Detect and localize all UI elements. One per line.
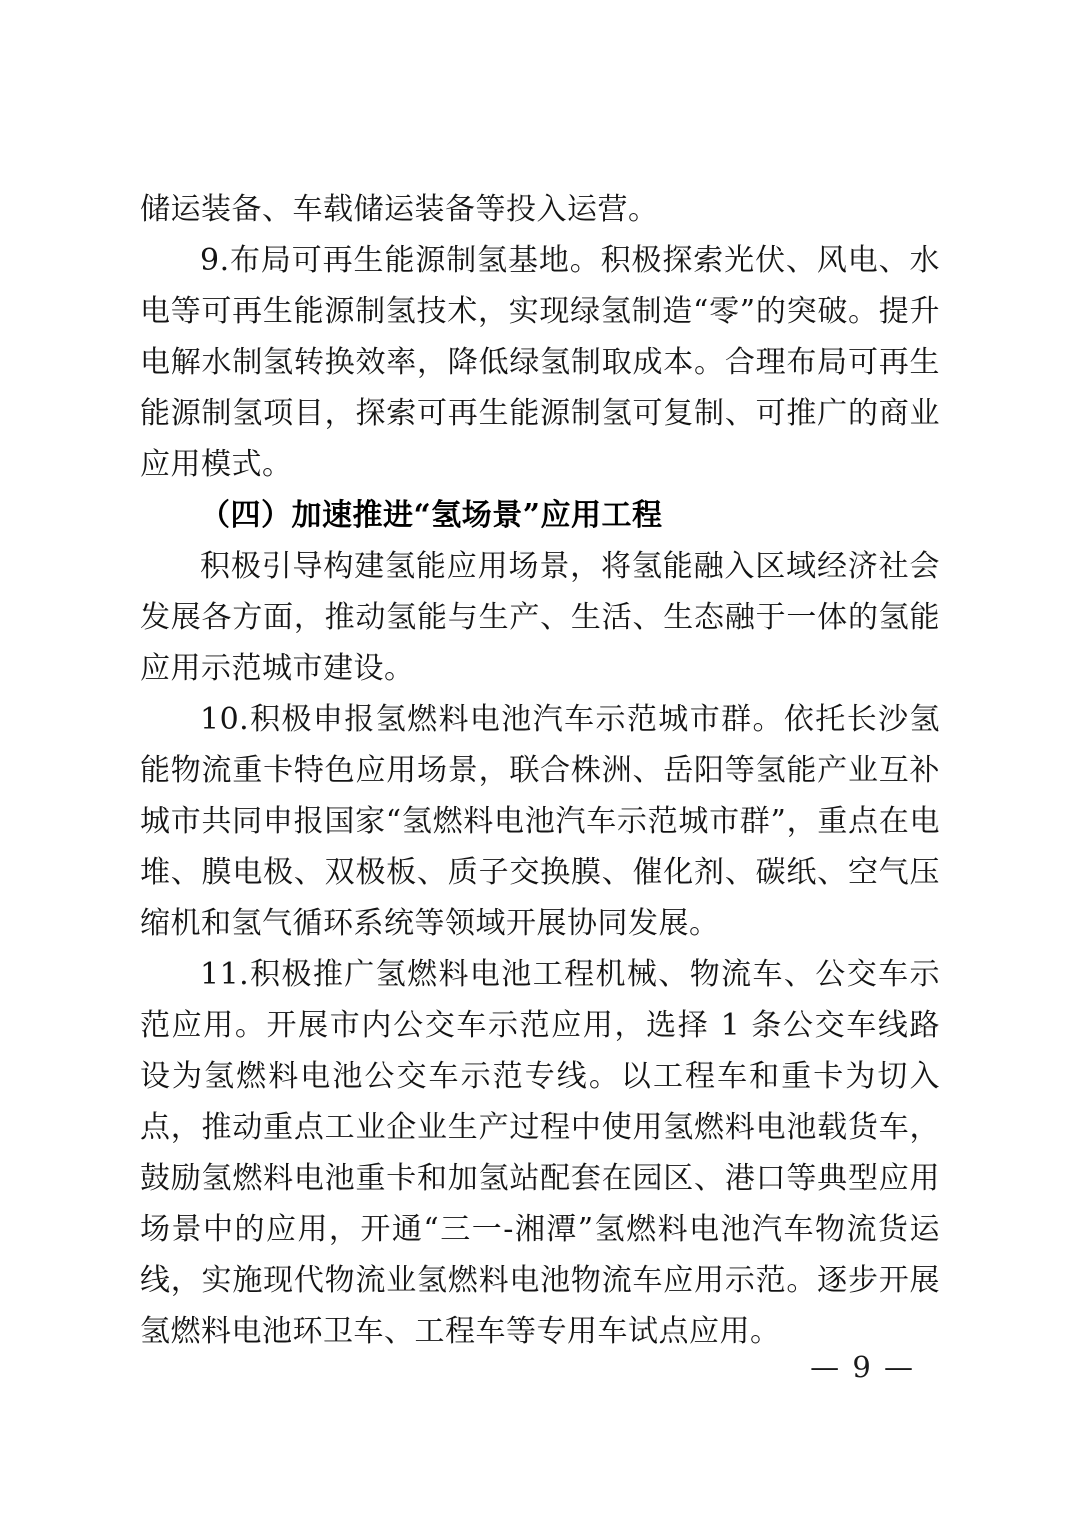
page-number: — 9 — [810, 1350, 915, 1384]
paragraph-item-10: 10.积极申报氢燃料电池汽车示范城市群。依托长沙氢能物流重卡特色应用场景，联合株洲、岳阳等氢能产业互补城市共同申报国家“氢燃料电池汽车示范城市群”，重点在电堆、膜电极、双极板、质子交换膜、催化剂、碳纸、空气压缩机和氢气循环系统等领域开展协同发展。 [140, 702, 940, 941]
section-heading: （四）加速推进“氢场景”应用工程 [200, 498, 663, 533]
paragraph-item-11: 11.积极推广氢燃料电池工程机械、物流车、公交车示范应用。开展市内公交车示范应用，选择 1 条公交车线路设为氢燃料电池公交车示范专线。以工程车和重卡为切入点，推动重点工业企业生产过程中使用氢燃料电池载货车，鼓励氢燃料电池重卡和加氢站配套在园区、港口等典型应用场景中的应用，开通“三一-湘潭”氢燃料电池汽车物流货运线，实施现代物流业氢燃料电池物流车应用示范。逐步开展氢燃料电池环卫车、工程车等专用车试点应用。 [140, 957, 940, 1349]
document-body [140, 184, 940, 1357]
paragraph-item-9: 9.布局可再生能源制氢基地。积极探索光伏、风电、水电等可再生能源制氢技术，实现绿氢制造“零”的突破。提升电解水制氢转换效率，降低绿氢制取成本。合理布局可再生能源制氢项目，探索可再生能源制氢可复制、可推广的商业应用模式。 [140, 243, 940, 482]
paragraph-intro: 积极引导构建氢能应用场景，将氢能融入区域经济社会发展各方面，推动氢能与生产、生活、生态融于一体的氢能应用示范城市建设。 [140, 549, 940, 686]
paragraph-continued: 储运装备、车载储运装备等投入运营。 [140, 192, 659, 227]
